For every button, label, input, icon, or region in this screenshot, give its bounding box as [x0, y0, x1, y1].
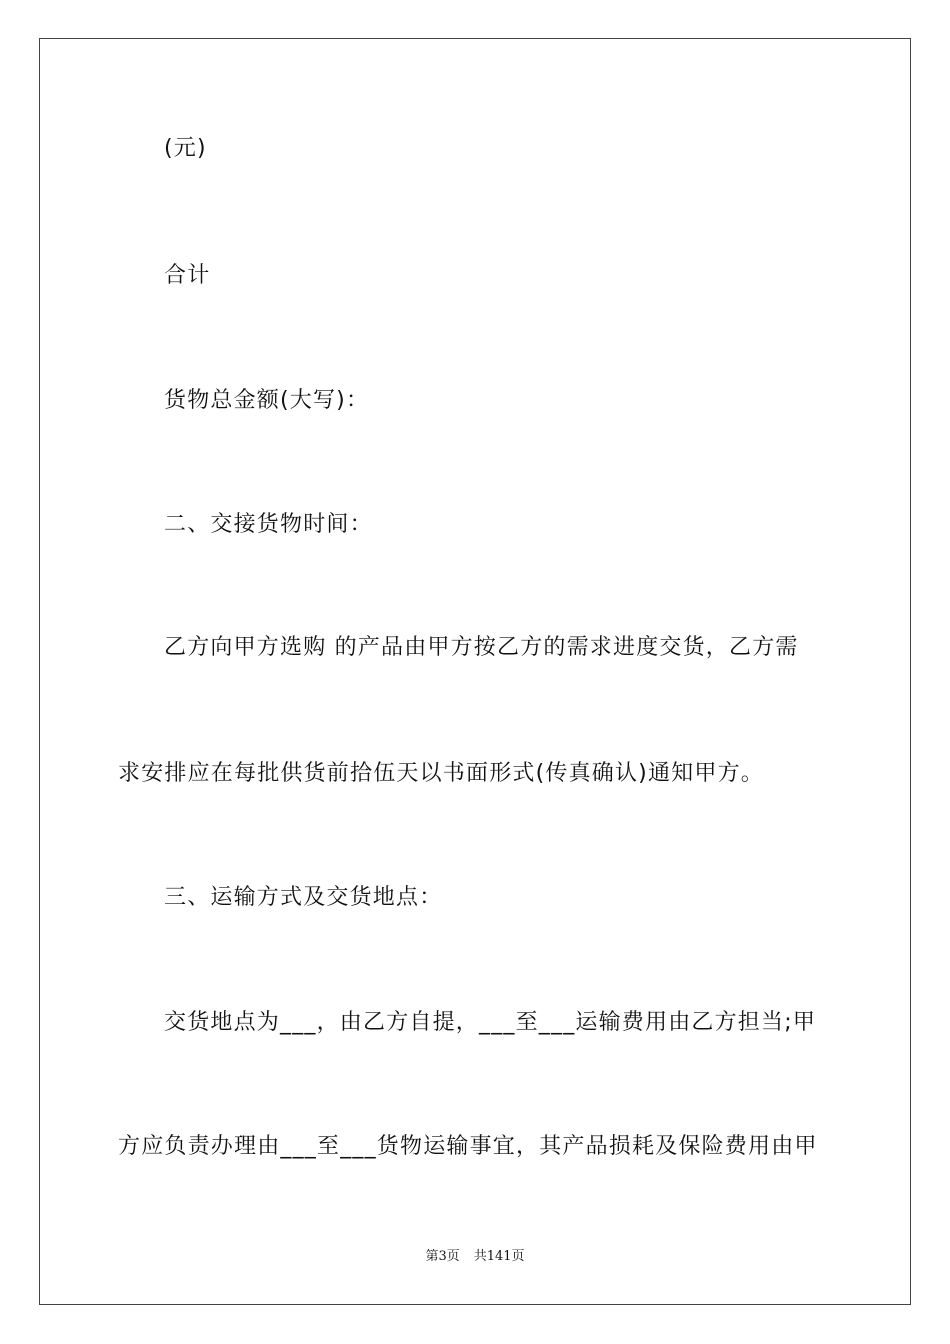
page-border	[39, 38, 911, 1305]
paragraph-transport-line-2: 方应负责办理由___至___货物运输事宜，其产品损耗及保险费用由甲	[118, 1134, 818, 1159]
section-heading-transport: 三、运输方式及交货地点：	[164, 885, 443, 910]
page-number-current: 第3页	[425, 1249, 460, 1264]
page-number-total: 共141页	[473, 1249, 525, 1264]
paragraph-delivery-time-line-1: 乙方向甲方选购 的产品由甲方按乙方的需求进度交货，乙方需	[164, 635, 799, 660]
text-unit-yuan: (元)	[164, 136, 207, 161]
text-total: 合计	[164, 263, 211, 288]
text-total-amount: 货物总金额(大写)：	[164, 388, 370, 413]
section-heading-delivery-time: 二、交接货物时间：	[164, 512, 373, 537]
page-footer	[0, 1248, 950, 1266]
paragraph-delivery-time-line-2: 求安排应在每批供货前拾伍天以书面形式(传真确认)通知甲方。	[118, 761, 764, 786]
paragraph-transport-line-1: 交货地点为___，由乙方自提，___至___运输费用由乙方担当;甲	[164, 1010, 817, 1035]
